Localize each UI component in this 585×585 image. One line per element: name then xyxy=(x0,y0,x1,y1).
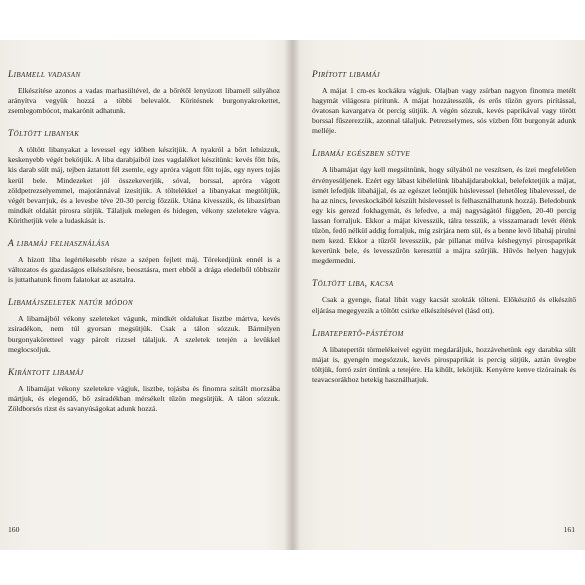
recipe-section xyxy=(312,149,576,266)
book-gutter-shadow xyxy=(284,40,300,550)
recipe-text: A libamájból vékony szeleteket vágunk, mindkét oldalukat lisztbe mártva, kevés zsiradékon, nem túl gyorsan megsütjük. Csak a tálon sózzuk. Bármilyen burgonyaköretteel vagy párolt rizzsel tálaljuk. A szeletek tetején a levükkel meglocsoljuk. xyxy=(8,314,280,354)
right-page xyxy=(292,40,585,550)
recipe-text: A hízott liba legértékesebb része a szépen fejlett máj. Törekedjünk ennél is a változatos és gazdaságos elkészítésre, beosztásra, mert ebből a drága eledelből többször is juttathatunk finom falatokat az asztalra. xyxy=(8,255,280,285)
recipe-text: Elkészítése azonos a vadas marhasültével, de a bőrétől lenyúzott libamell súlyához arányítva vegyük hozzá a többi belevalót. Köritésnek burgonyakrokettet, zsemlegombócot, makarónit adhatunk. xyxy=(8,86,280,116)
recipe-text: Csak a gyenge, fiatal libát vagy kacsát szokták tölteni. Előkészítő és elkészítő eljárása megegyezik a töltött csirke elkészítésével (lásd ott). xyxy=(312,295,576,315)
recipe-text: A libamájat úgy kell megsütnünk, hogy súlyából ne veszítsen, és ízei megfelelően érvényesüljenek. Ezért egy lábast kibélelünk libahájdarabokkal, belefektetjük a májat, ismét lefedjük libahájjal, és az egészet leöntjük húslevessel (lehetőleg libalevessel, de ha az nincs, leveskockából készült húslevessel is felhasználhatunk hozzá). Beledobunk egy kis gerezd fokhagymát, és lefedve, a máj nagyságától függően, 20-40 percig lassan forraljuk. Ekkor a májat kivesszük, tálra tesszük, a visszamaradt levét élénk tűzön, fedő nélkül addig forraljuk, míg zsírjára nem sül, és a benne levő libaháj pirulni nem kezd. Ekkor a tűzről levesszük, pár pillanat múlva késhegynyi pirospaprikát keverünk bele, és levesszűrőn keresztül a májra szűrjük. Hűvös helyen hagyjuk megdermedni. xyxy=(312,165,576,266)
book-spread xyxy=(0,40,585,550)
recipe-title: Töltött liba, kacsa xyxy=(312,279,394,290)
recipe-title: A libamáj felhasználása xyxy=(8,239,110,250)
page-number: 161 xyxy=(563,525,575,534)
recipe-section xyxy=(312,279,576,315)
recipe-text: A libamájat vékony szeletekre vágjuk, lisztbe, tojásba és finomra szitált morzsába mártjuk, és elegendő, bő zsiradékban mérsékelt tűzön megsütjük. A tálon sózzuk. Zöldborsós rizst és savanyúságokat adunk hozzá. xyxy=(8,383,280,413)
recipe-section xyxy=(312,329,576,385)
recipe-text: A májat 1 cm-es kockákra vágjuk. Olajban vagy zsírban nagyon finomra metélt hagymát világosra pirítunk. A májat hozzátesszük, és erős tűzön gyors pirítással, óvatosan kavargatva öt percig sütjük. A végén sózzuk, kevés paprikával vagy törött borssal fűszerezzük, azonnal tálaljuk. Petrezselymes, sós vízben főtt burgonyát adunk melléje. xyxy=(312,86,576,136)
recipe-section xyxy=(8,70,280,116)
recipe-title: Libamájszeletek natúr módon xyxy=(8,298,134,309)
recipe-text: A libatepertőt törmelékeivel együtt megdaráljuk, hozzávehetünk egy darabka sült májat is, gyengén megsózzuk, kevés pirospaprikát is percig sütjük, aztán üvegbe töltjük, forró zsírt öntünk a tetejére. Ha kihűlt, lekötjük. Kenyérre kenve tízórainak és teavacsorákhoz hetekig használhatjuk. xyxy=(312,344,576,384)
recipe-title: Libamell vadasan xyxy=(8,70,81,80)
recipe-title: Libatepertő-pástétom xyxy=(312,328,404,339)
recipe-title: Kirántott libamáj xyxy=(8,367,84,378)
recipe-section xyxy=(312,70,576,136)
recipe-text: A töltött libanyakat a levessel egy időben készítjük. A nyakról a bőrt lehúzzuk, keskenyebb végét bekötjük. A liba darabjaiból ízes vagdaléket készítünk: kevés főtt hús, kis darab sült máj, tejben áztatott fél zsemle, egy apróra vágott főtt tojás, egy nyers tojás kerül bele. Mindezeket jól összekeverjük, sóval, borssal, apróra vágott zöldpetrezselyemmel, majoránnával ízesítjük. A töltelékkel a libanyakat megtöltjük, végét bevarrjuk, és a levesbe téve 20-30 percig főzzük. Utána kivesszük, és libazsírban mindkét oldalát pirosra sütjük. Tálaljuk melegen és hidegen, vékony szeletekre vágva. Körithetjük vele a ludaskását is. xyxy=(8,145,280,225)
recipe-section xyxy=(8,129,280,226)
left-page xyxy=(0,40,292,550)
left-page-text-column xyxy=(8,70,280,427)
recipe-section xyxy=(8,239,280,285)
recipe-title: Pirított libamáj xyxy=(312,70,381,80)
right-page-text-column xyxy=(312,70,576,398)
recipe-title: Libamáj egészben sütve xyxy=(312,149,411,160)
recipe-title: Töltött libanyak xyxy=(8,129,80,140)
recipe-section xyxy=(8,368,280,414)
page-number: 160 xyxy=(8,525,20,534)
recipe-section xyxy=(8,298,280,354)
